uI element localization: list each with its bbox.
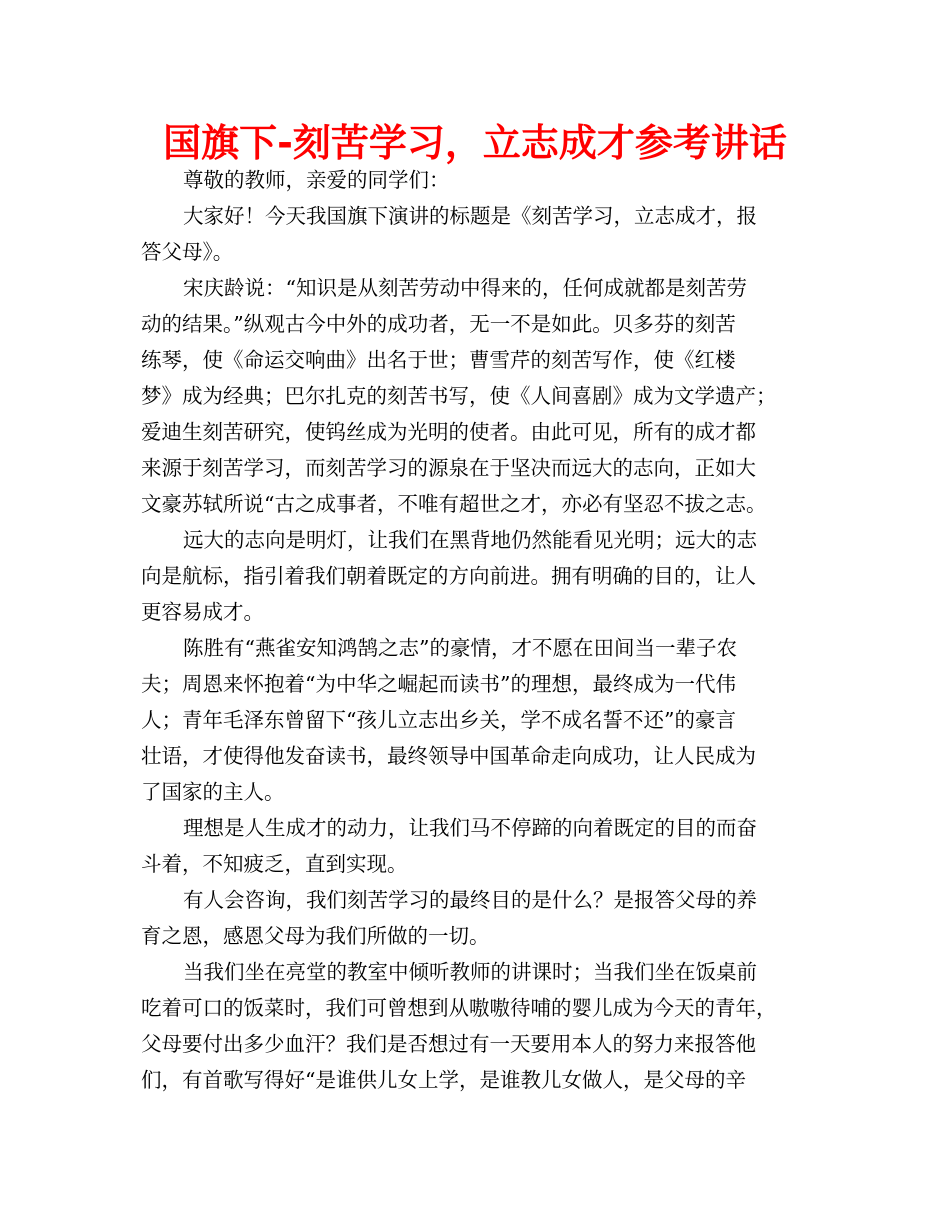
text-line: 理想是人生成才的动力，让我们马不停蹄的向着既定的目的而奋: [183, 816, 757, 840]
paragraph-intro: [141, 198, 821, 270]
text-line: 有人会咨询，我们刻苦学习的最终目的是什么？是报答父母的养: [183, 888, 757, 912]
text-line: 更容易成才。: [141, 600, 264, 624]
paragraph-ideal: [141, 810, 821, 882]
text-line: 向是航标，指引着我们朝着既定的方向前进。拥有明确的目的，让人: [141, 564, 756, 588]
paragraph-purpose: [141, 882, 821, 954]
text-line: 文豪苏轼所说“古之成事者，不唯有超世之才，亦必有坚忍不拔之志。: [141, 492, 767, 516]
paragraph-parents: [141, 954, 821, 1098]
document-body: [141, 162, 821, 1098]
text-line: 答父母》。: [141, 240, 234, 264]
paragraph-ambition: [141, 522, 821, 630]
text-line: 斗着，不知疲乏，直到实现。: [141, 852, 408, 876]
text-line: 来源于刻苦学习，而刻苦学习的源泉在于坚决而远大的志向，正如大: [141, 456, 756, 480]
text-line: 育之恩，感恩父母为我们所做的一切。: [141, 924, 490, 948]
text-line: 们，有首歌写得好“是谁供儿女上学，是谁教儿女做人，是父母的辛: [141, 1068, 746, 1092]
text-line: 陈胜有“燕雀安知鸿鹄之志”的豪情，才不愿在田间当一辈子农: [183, 636, 737, 660]
text-line: 人；青年毛泽东曾留下“孩儿立志出乡关，学不成名誓不还”的豪言: [141, 708, 736, 732]
text-line: 壮语，才使得他发奋读书，最终领导中国革命走向成功，让人民成为: [141, 744, 756, 768]
paragraph-greeting: [141, 162, 821, 198]
text-line: 父母要付出多少血汗？我们是否想过有一天要用本人的努力来报答他: [141, 1032, 756, 1056]
document-title: 国旗下-刻苦学习，立志成才参考讲话: [163, 121, 787, 165]
text-line: 动的结果。”纵观古今中外的成功者，无一不是如此。贝多芬的刻苦: [141, 312, 736, 336]
text-line: 大家好！今天我国旗下演讲的标题是《刻苦学习，立志成才，报: [183, 204, 757, 228]
text-line: 吃着可口的饭菜时，我们可曾想到从嗷嗷待哺的婴儿成为今天的青年，: [141, 996, 777, 1020]
text-line: 夫；周恩来怀抱着“为中华之崛起而读书”的理想，最终成为一代伟: [141, 672, 736, 696]
paragraph-quote-song-qingling: [141, 270, 821, 522]
text-line: 远大的志向是明灯，让我们在黑背地仍然能看见光明；远大的志: [183, 528, 757, 552]
text-line: 了国家的主人。: [141, 780, 285, 804]
text-line: 尊敬的教师，亲爱的同学们：: [183, 168, 450, 192]
text-line: 当我们坐在亮堂的教室中倾听教师的讲课时；当我们坐在饭桌前: [183, 960, 757, 984]
text-line: 练琴，使《命运交响曲》出名于世；曹雪芹的刻苦写作，使《红楼: [141, 348, 736, 372]
paragraph-examples: [141, 630, 821, 810]
text-line: 梦》成为经典；巴尔扎克的刻苦书写，使《人间喜剧》成为文学遗产；: [141, 384, 777, 408]
text-line: 爱迪生刻苦研究，使钨丝成为光明的使者。由此可见，所有的成才都: [141, 420, 756, 444]
text-line: 宋庆龄说：“知识是从刻苦劳动中得来的，任何成就都是刻苦劳: [183, 276, 747, 300]
